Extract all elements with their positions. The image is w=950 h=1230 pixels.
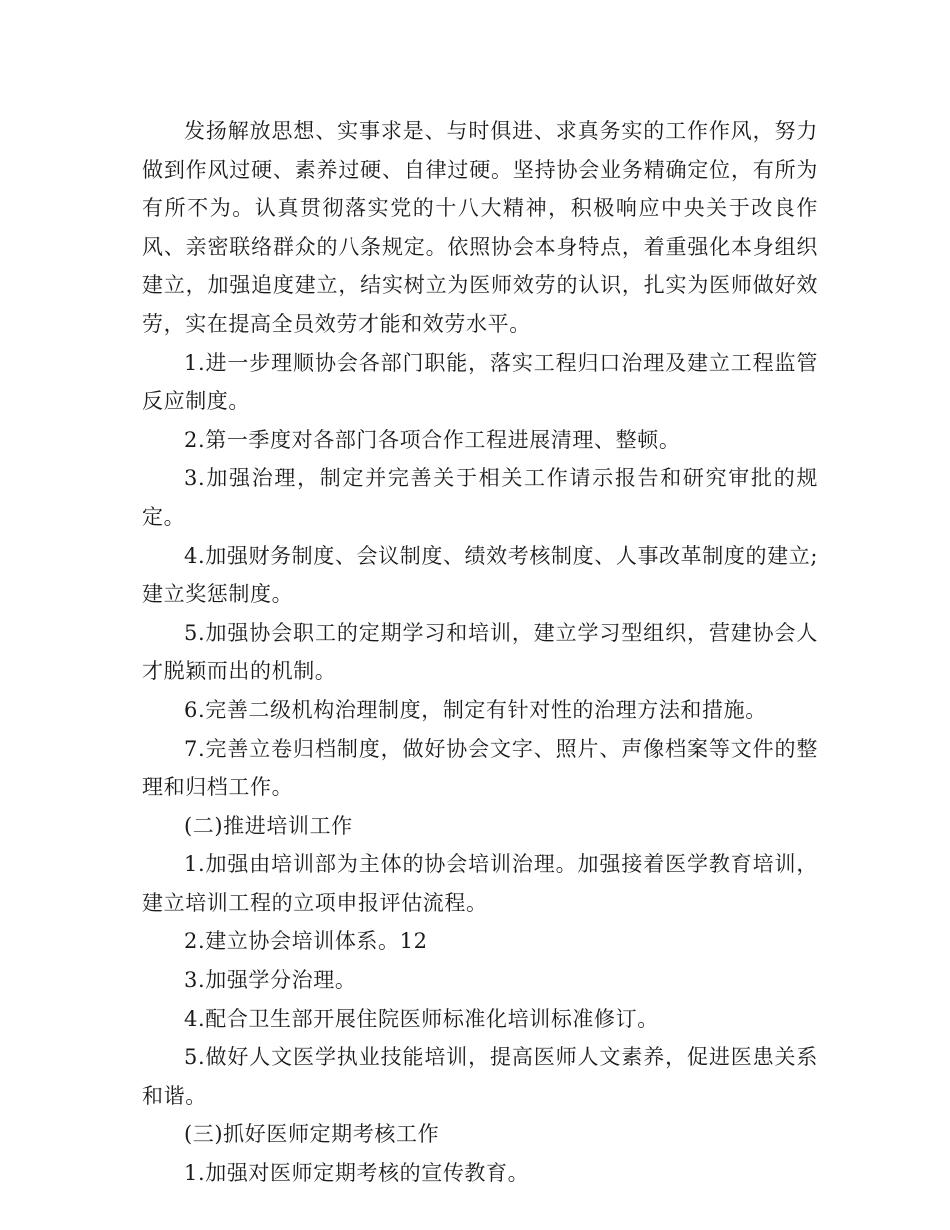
list-item: 5.做好人文医学执业技能培训，提高医师人文素养，促进医患关系和谐。 <box>142 1045 818 1108</box>
list-item: 1.加强对医师定期考核的宣传教育。 <box>184 1161 530 1186</box>
section-heading: (二)推进培训工作 <box>184 813 353 838</box>
list-item: 7.完善立卷归档制度，做好协会文字、照片、声像档案等文件的整理和归档工作。 <box>142 736 818 800</box>
intro-paragraph: 发扬解放思想、实事求是、与时俱进、求真务实的工作作风，努力做到作风过硬、素养过硬、自律过硬。坚持协会业务精确定位，有所为有所不为。认真贯彻落实党的十八大精神，积极响应中央关于改良作风、亲密联络群众的八条规定。依照协会本身特点，着重强化本身组织建立，加强追度建立，结实树立为医师效劳的认识，扎实为医师做好效劳，实在提高全员效劳才能和效劳水平。 <box>142 119 818 336</box>
list-item: 6.完善二级机构治理制度，制定有针对性的治理方法和措施。 <box>184 697 767 722</box>
list-item: 1.加强由培训部为主体的协会培训治理。加强接着医学教育培训，建立培训工程的立项申报评估流程。 <box>142 852 818 915</box>
list-item: 2.建立协会培训体系。12 <box>184 929 428 954</box>
section-heading: (三)抓好医师定期考核工作 <box>184 1122 440 1147</box>
list-item: 2.第一季度对各部门各项合作工程进展清理、整顿。 <box>184 427 681 452</box>
list-item: 3.加强治理，制定并完善关于相关工作请示报告和研究审批的规定。 <box>142 466 818 529</box>
list-item: 5.加强协会职工的定期学习和培训，建立学习型组织，营建协会人才脱颖而出的机制。 <box>142 620 818 684</box>
list-item: 1.进一步理顺协会各部门职能，落实工程归口治理及建立工程监管反应制度。 <box>142 350 818 414</box>
list-item: 3.加强学分治理。 <box>184 968 357 993</box>
list-item: 4.配合卫生部开展住院医师标准化培训标准修订。 <box>184 1006 659 1031</box>
document-body <box>142 112 818 1193</box>
list-item: 4.加强财务制度、会议制度、绩效考核制度、人事改革制度的建立;建立奖惩制度。 <box>142 543 818 607</box>
